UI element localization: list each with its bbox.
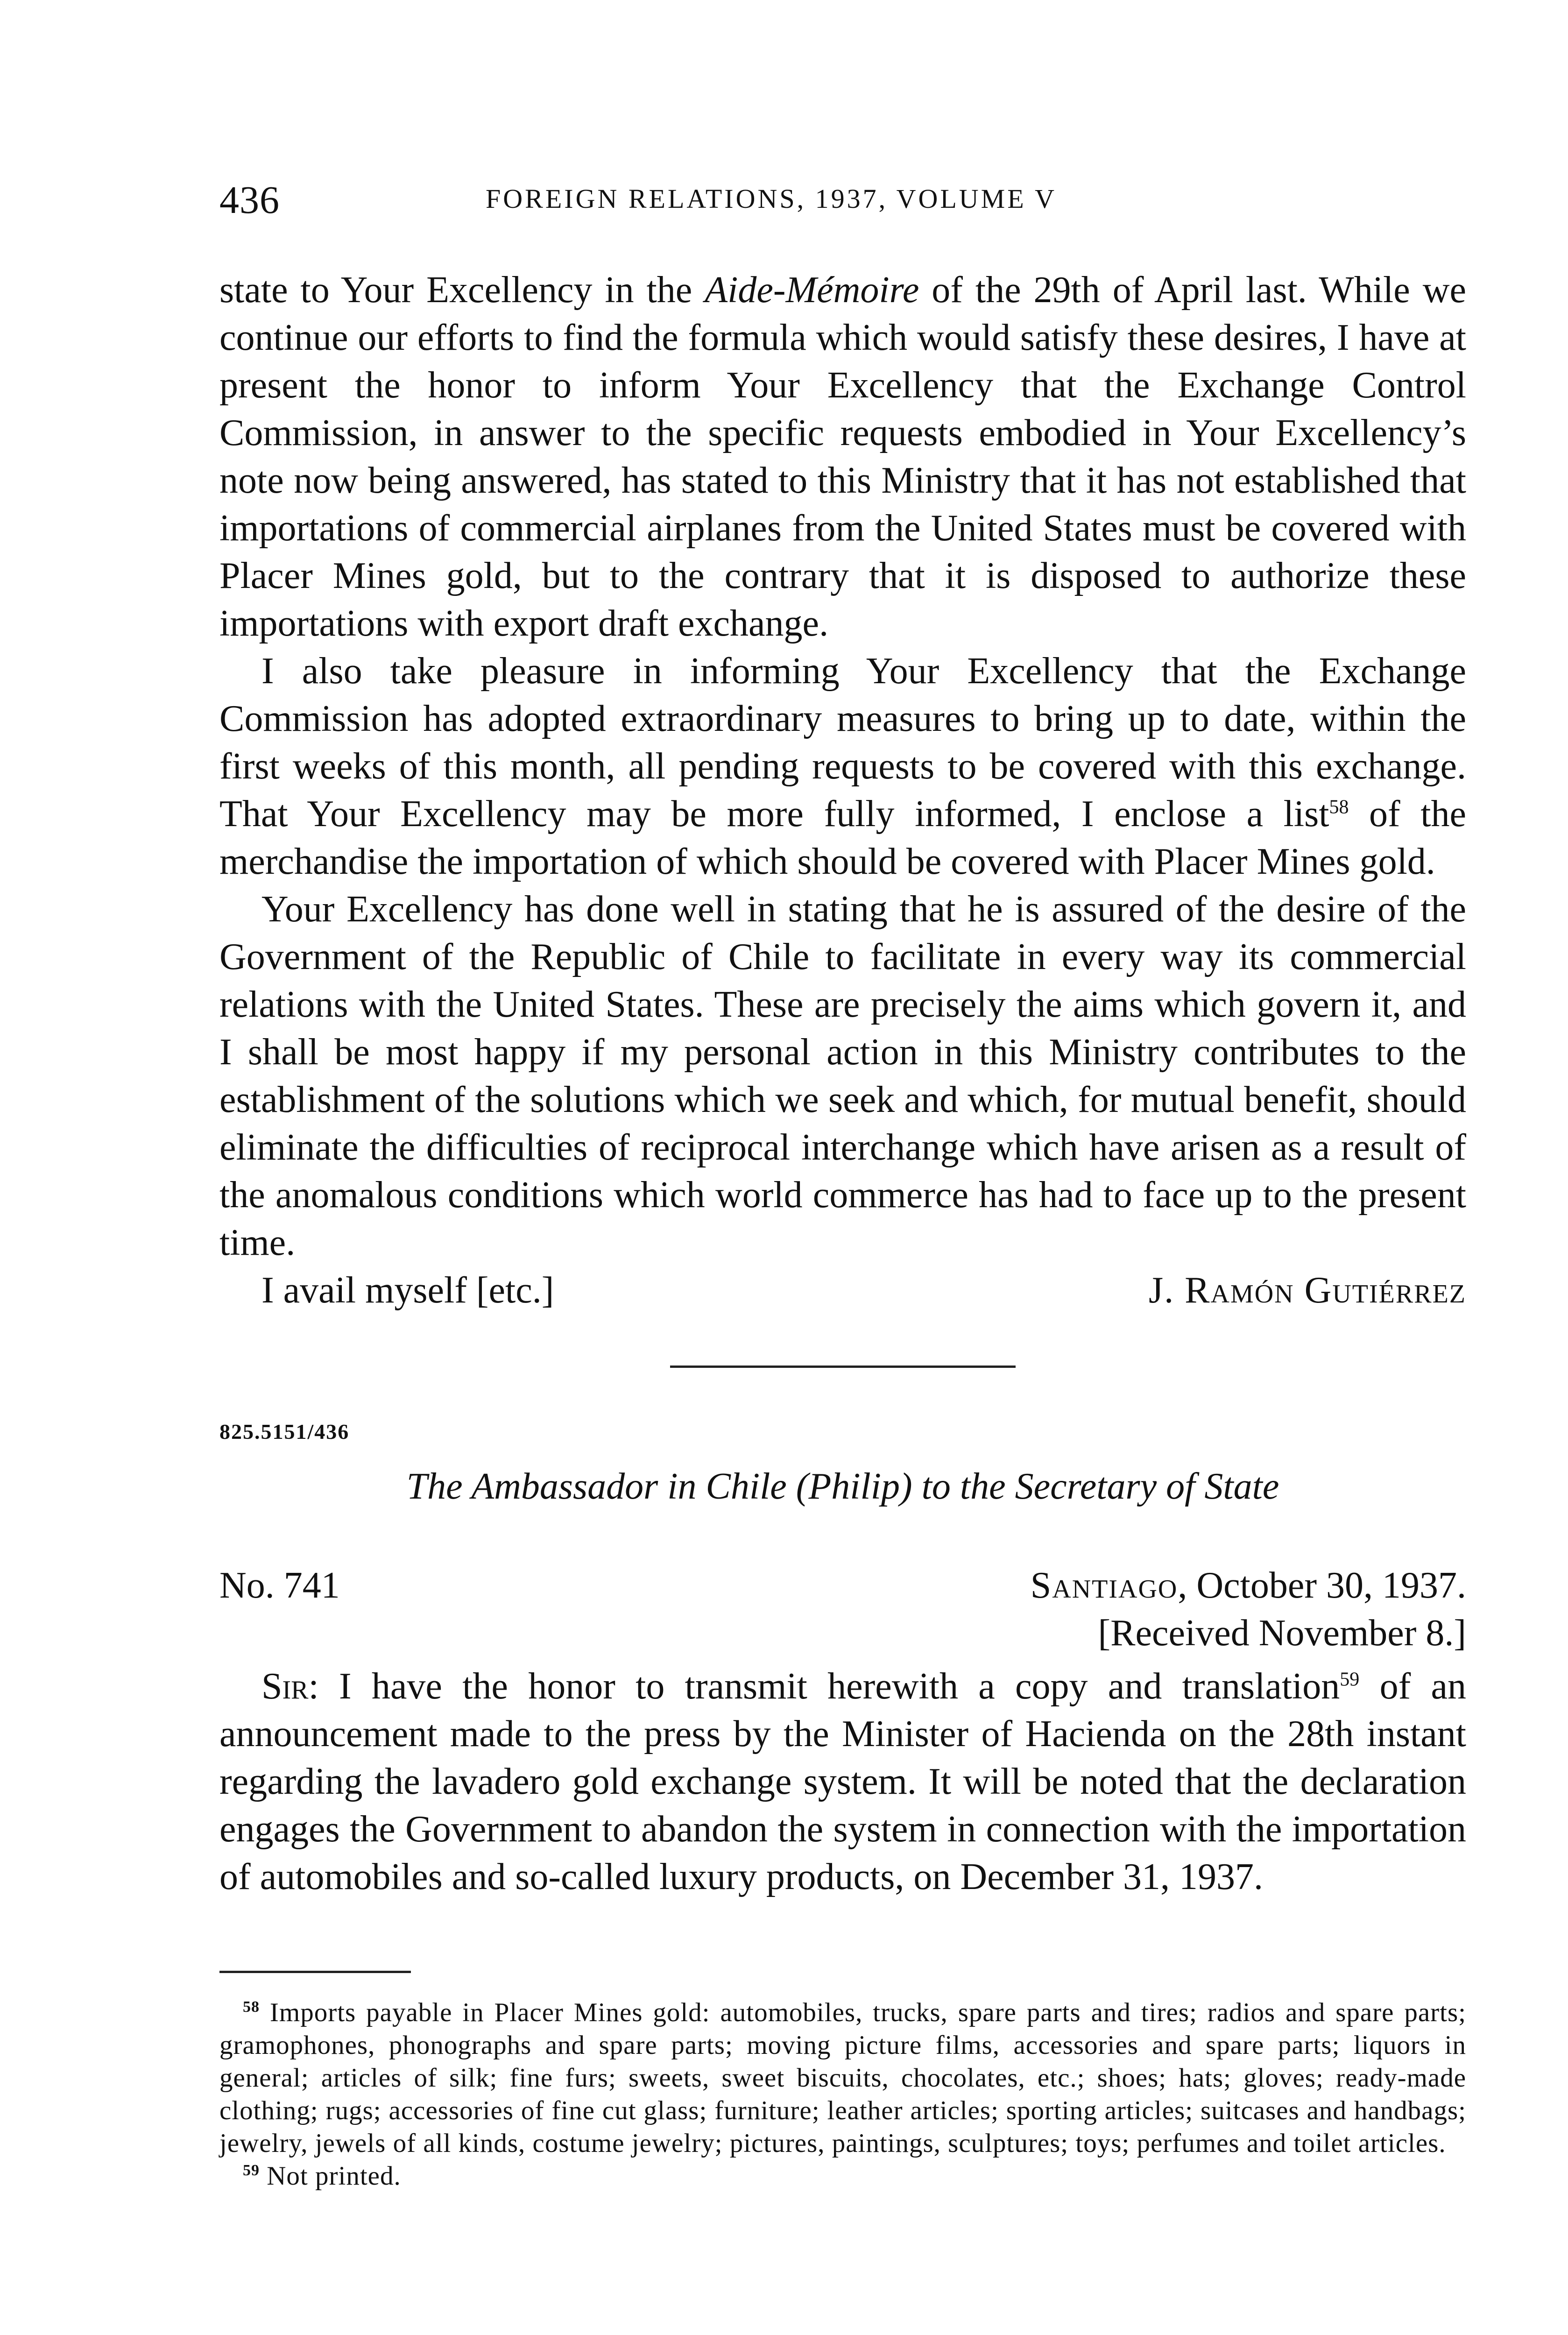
letter-paragraph-2-rest: of the merchandise the importation of which should be covered with Placer Mines gold.: [219, 793, 1467, 882]
footnote-ref-58[interactable]: 58: [1329, 796, 1349, 818]
dispatch-paragraph-start: : I have the honor to transmit herewith a copy and translation: [308, 1666, 1340, 1707]
running-title: FOREIGN RELATIONS, 1937, VOLUME V: [486, 184, 1057, 214]
footnote-59-marker: 59: [243, 2162, 260, 2179]
letter-paragraph-2: [219, 647, 1466, 885]
page-number: 436: [219, 178, 280, 222]
signature: J. Ramón Gutiérrez: [1148, 1270, 1466, 1311]
footnote-59: [219, 2160, 1466, 2193]
footnote-rule: [219, 1971, 411, 1973]
document-title-name: Philip: [808, 1466, 900, 1507]
dispatch-place-date: [1031, 1562, 1466, 1609]
letter-paragraph-2-start: I also take pleasure in informing Your Excellency that the Exchange Commission has adopted extraordinary measures to bring up to date, within the first weeks of this month, all pending requests to be covered with this exchange. That Your Excellency may be more fully informed, I enclose a list: [219, 651, 1466, 835]
footnote-59-text: Not printed.: [260, 2161, 401, 2191]
footnote-58-text: Imports payable in Placer Mines gold: automobiles, trucks, spare parts and tires; radios and spare parts; gramophones, phonographs and spare parts; moving picture films, accessories and spare parts; liquors in general; articles of silk; fine furs; sweets, sweet biscuits, chocolates, etc.; shoes; hats; gloves; ready-made clothing; rugs; accessories of fine cut glass; furniture; leather articles; sporting articles; suitcases and handbags; jewelry, jewels of all kinds, costume jewelry; pictures, paintings, sculptures; toys; perfumes and toilet articles.: [219, 1998, 1466, 2158]
file-number: 825.5151/436: [219, 1420, 350, 1443]
document-page: [219, 177, 1466, 2193]
closing-formula: I avail myself [etc.]: [261, 1270, 554, 1311]
dispatch-paragraph-rest: of an announcement made to the press by the Minister of Hacienda on the 28th instant regarding the lavadero gold exchange system. It will be noted that the declaration engages the Government to abandon the system in connection with the importation of automobiles and so-called luxury products, on December 31, 1937.: [219, 1666, 1466, 1897]
received-date: [Received November 8.]: [1098, 1613, 1466, 1654]
letter-body: [219, 266, 1466, 1314]
closing-line: [219, 1267, 1466, 1314]
footnote-ref-59[interactable]: 59: [1340, 1669, 1360, 1691]
footnote-58-marker: 58: [243, 1998, 260, 2016]
letter-paragraph-1: [219, 266, 1466, 647]
letter-paragraph-1-start: state to Your Excellency in the: [219, 269, 705, 311]
footnotes: [219, 1996, 1466, 2193]
document-title-part-1: The Ambassador in Chile (: [406, 1466, 809, 1507]
dispatch-line: [219, 1562, 1466, 1609]
document-title: [219, 1463, 1466, 1510]
aide-memoire-term: Aide-Mémoire: [705, 269, 919, 311]
dispatch-number: No. 741: [219, 1565, 340, 1606]
document-title-part-2: ) to the Secretary of State: [899, 1466, 1279, 1507]
footnote-58: [219, 1996, 1466, 2160]
dispatch-body: [219, 1663, 1466, 1901]
letter-paragraph-1-rest: of the 29th of April last. While we continue our efforts to find the formula which would satisfy these desires, I have at present the honor to inform Your Excellency that the Exchange Control Commission, in answer to the specific requests embodied in Your Excellency’s note now being answered, has stated to this Ministry that it has not established that importations of commercial airplanes from the United States must be covered with Placer Mines gold, but to the contrary that it is disposed to authorize these importations with export draft exchange.: [219, 269, 1467, 644]
dispatch-date: , October 30, 1937.: [1178, 1565, 1466, 1606]
salutation: Sir: [261, 1666, 309, 1707]
dispatch-place: Santiago: [1030, 1565, 1178, 1606]
dispatch-paragraph: [219, 1663, 1466, 1901]
section-divider: [670, 1366, 1016, 1368]
letter-paragraph-3: Your Excellency has done well in stating that he is assured of the desire of the Government of the Republic of Chile to facilitate in every way its commercial relations with the United States. These are precisely the aims which govern it, and I shall be most happy if my personal action in this Ministry contributes to the establishment of the solutions which we seek and which, for mutual benefit, should eliminate the difficulties of reciprocal interchange which have arisen as a result of the anomalous conditions which world commerce has had to face up to the present time.: [219, 889, 1466, 1263]
running-head: [219, 177, 1466, 234]
